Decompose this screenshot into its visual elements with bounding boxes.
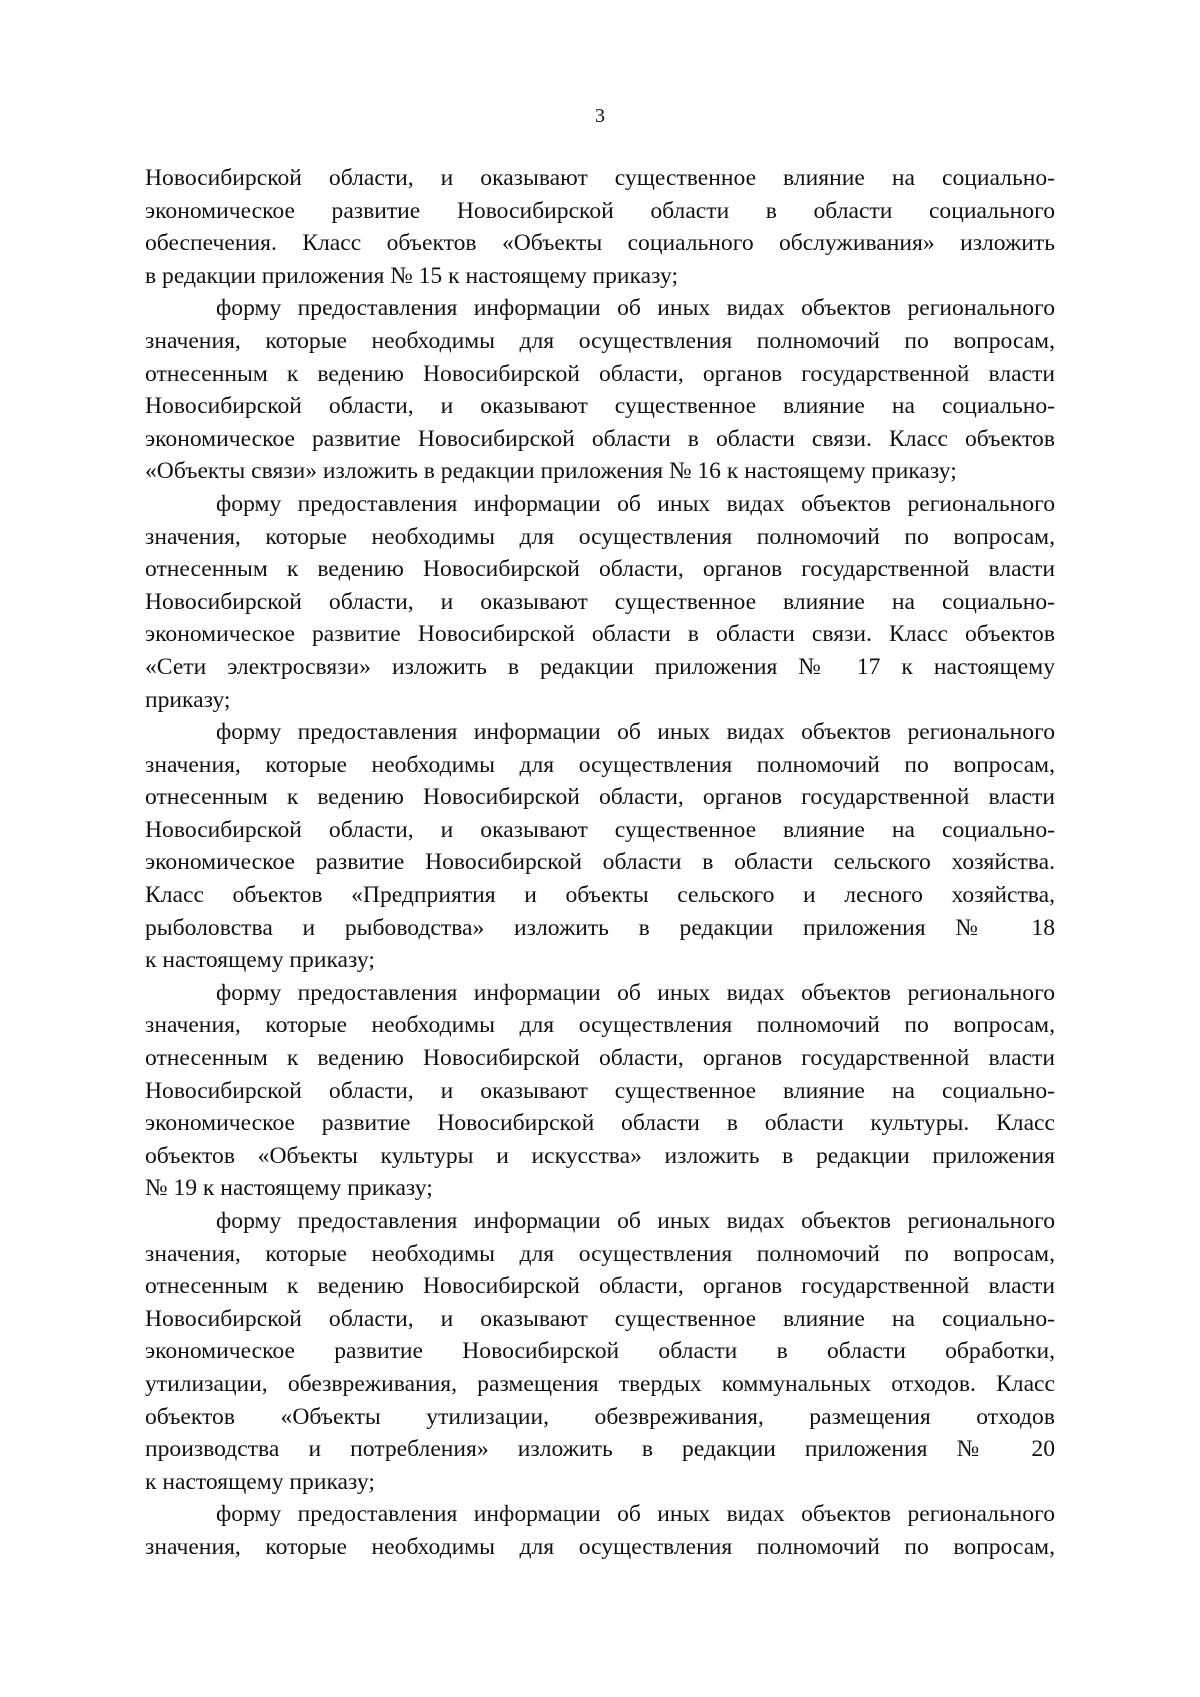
text-line: рыболовства и рыбоводства» изложить в редакции приложения № 18 xyxy=(145,914,1055,941)
paragraph xyxy=(145,1498,1055,1563)
text-line: приказу; xyxy=(145,686,231,713)
text-line: утилизации, обезвреживания, размещения твердых коммунальных отходов. Класс xyxy=(145,1370,1055,1397)
text-line: значения, которые необходимы для осуществления полномочий по вопросам, xyxy=(145,523,1055,550)
text-line: отнесенным к ведению Новосибирской области, органов государственной власти xyxy=(145,1045,1055,1072)
text-line: форму предоставления информации об иных видах объектов регионального xyxy=(216,1208,1055,1234)
text-line: форму предоставления информации об иных видах объектов регионального xyxy=(216,1501,1055,1528)
text-line: к настоящему приказу; xyxy=(145,1468,375,1495)
text-line: значения, которые необходимы для осуществления полномочий по вопросам, xyxy=(145,1240,1055,1267)
text-line: отнесенным к ведению Новосибирской области, органов государственной власти xyxy=(145,556,1055,583)
paragraph xyxy=(145,292,1055,488)
text-line: экономическое развитие Новосибирской области в области связи. Класс объектов xyxy=(145,621,1055,648)
text-line: обеспечения. Класс объектов «Объекты социального обслуживания» изложить xyxy=(145,230,1055,257)
text-line: Новосибирской области, и оказывают существенное влияние на социально- xyxy=(145,816,1055,843)
text-line: «Сети электросвязи» изложить в редакции приложения № 17 к настоящему xyxy=(145,653,1055,680)
text-line: форму предоставления информации об иных видах объектов регионального xyxy=(216,490,1055,517)
text-line: экономическое развитие Новосибирской области в области культуры. Класс xyxy=(145,1110,1055,1137)
paragraph xyxy=(145,716,1055,977)
paragraph xyxy=(145,1205,1055,1498)
text-line: объектов «Объекты утилизации, обезвреживания, размещения отходов xyxy=(145,1403,1055,1430)
page-number: 3 xyxy=(595,105,605,127)
text-line: значения, которые необходимы для осуществления полномочий по вопросам, xyxy=(145,1012,1055,1039)
text-line: № 19 к настоящему приказу; xyxy=(145,1175,433,1202)
text-line: отнесенным к ведению Новосибирской области, органов государственной власти xyxy=(145,1273,1055,1300)
text-line: в редакции приложения № 15 к настоящему приказу; xyxy=(145,262,679,289)
text-line: значения, которые необходимы для осуществления полномочий по вопросам, xyxy=(145,327,1055,354)
text-line: Новосибирской области, и оказывают существенное влияние на социально- xyxy=(145,393,1055,420)
text-line: отнесенным к ведению Новосибирской области, органов государственной власти xyxy=(145,784,1055,811)
text-line: форму предоставления информации об иных видах объектов регионального xyxy=(216,719,1055,746)
text-line: значения, которые необходимы для осуществления полномочий по вопросам, xyxy=(145,751,1055,778)
text-line: экономическое развитие Новосибирской области в области обработки, xyxy=(145,1338,1055,1365)
text-line: значения, которые необходимы для осуществления полномочий по вопросам, xyxy=(145,1533,1055,1560)
text-line: Новосибирской области, и оказывают существенное влияние на социально- xyxy=(145,165,1055,191)
text-line: экономическое развитие Новосибирской области в области социального xyxy=(145,197,1055,224)
document-body xyxy=(145,162,1055,1564)
text-line: отнесенным к ведению Новосибирской области, органов государственной власти xyxy=(145,360,1055,387)
text-line: производства и потребления» изложить в редакции приложения № 20 xyxy=(145,1436,1055,1463)
text-line: экономическое развитие Новосибирской области в области сельского хозяйства. xyxy=(145,849,1055,876)
text-line: объектов «Объекты культуры и искусства» изложить в редакции приложения xyxy=(145,1142,1055,1169)
text-line: Новосибирской области, и оказывают существенное влияние на социально- xyxy=(145,1077,1055,1104)
text-line: форму предоставления информации об иных видах объектов регионального xyxy=(216,979,1055,1006)
paragraph xyxy=(145,488,1055,716)
text-line: экономическое развитие Новосибирской области в области связи. Класс объектов xyxy=(145,425,1055,452)
paragraph xyxy=(145,977,1055,1205)
text-line: Класс объектов «Предприятия и объекты сельского и лесного хозяйства, xyxy=(145,882,1055,909)
text-line: к настоящему приказу; xyxy=(145,947,375,974)
text-line: «Объекты связи» изложить в редакции приложения № 16 к настоящему приказу; xyxy=(145,458,957,485)
text-line: форму предоставления информации об иных видах объектов регионального xyxy=(216,295,1055,322)
text-line: Новосибирской области, и оказывают существенное влияние на социально- xyxy=(145,1305,1055,1332)
paragraph xyxy=(145,162,1055,292)
text-line: Новосибирской области, и оказывают существенное влияние на социально- xyxy=(145,588,1055,615)
